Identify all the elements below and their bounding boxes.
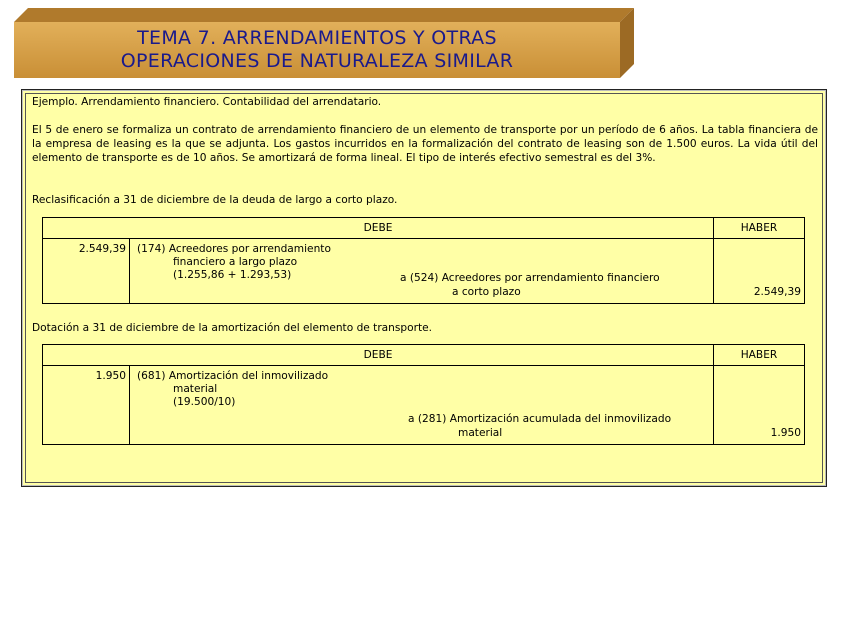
credit-account-line-2: material <box>458 427 503 439</box>
credit-amount: 2.549,39 <box>753 286 801 298</box>
page-title <box>14 27 620 73</box>
title-line-1: TEMA 7. ARRENDAMIENTOS Y OTRAS <box>137 27 497 49</box>
credit-amount: 1.950 <box>770 427 801 439</box>
debit-account-line-1: (174) Acreedores por arrendamiento <box>137 243 331 255</box>
concept-cell <box>130 239 714 304</box>
example-heading: Ejemplo. Arrendamiento financiero. Contabilidad del arrendatario. <box>32 96 382 108</box>
haber-header: HABER <box>714 218 805 239</box>
debit-account-line-1: (681) Amortización del inmovilizado <box>137 370 329 382</box>
credit-account-line-1: a (524) Acreedores por arrendamiento financiero <box>400 272 660 284</box>
debe-header: DEBE <box>43 218 714 239</box>
title-banner <box>14 8 634 78</box>
entry-2-caption: Dotación a 31 de diciembre de la amortización del elemento de transporte. <box>32 322 433 334</box>
debit-amount: 2.549,39 <box>78 243 126 255</box>
concept-cell <box>130 366 714 445</box>
entry-1-caption: Reclasificación a 31 de diciembre de la deuda de largo a corto plazo. <box>32 194 398 206</box>
entry-2-table <box>42 344 805 445</box>
debit-account-line-2: material <box>173 383 218 395</box>
debe-header: DEBE <box>43 345 714 366</box>
credit-account-line-2: a corto plazo <box>452 286 521 298</box>
content-panel <box>21 89 827 487</box>
debit-account-line-2: financiero a largo plazo <box>173 256 298 268</box>
credit-amount-cell <box>714 239 805 304</box>
debit-account-line-3: (19.500/10) <box>173 396 236 408</box>
debit-amount-cell <box>43 366 130 445</box>
example-paragraph: El 5 de enero se formaliza un contrato de arrendamiento financiero de un elemento de transporte por un período de 6 años. La tabla financiera de la empresa de leasing es la que se adjunta. Los gastos incurridos en la formalización del contrato de leasing son de 1.500 euros. La vida útil del elemento de transporte es de 10 años. Se amortizará de forma lineal. El tipo de interés efectivo semestral es del 3%. <box>32 124 818 164</box>
debit-amount: 1.950 <box>95 370 126 382</box>
entry-1-table <box>42 217 805 304</box>
debit-account-line-3: (1.255,86 + 1.293,53) <box>173 269 292 281</box>
credit-amount-cell <box>714 366 805 445</box>
credit-account-line-1: a (281) Amortización acumulada del inmovilizado <box>408 413 672 425</box>
haber-header: HABER <box>714 345 805 366</box>
title-line-2: OPERACIONES DE NATURALEZA SIMILAR <box>120 50 514 72</box>
debit-amount-cell <box>43 239 130 304</box>
